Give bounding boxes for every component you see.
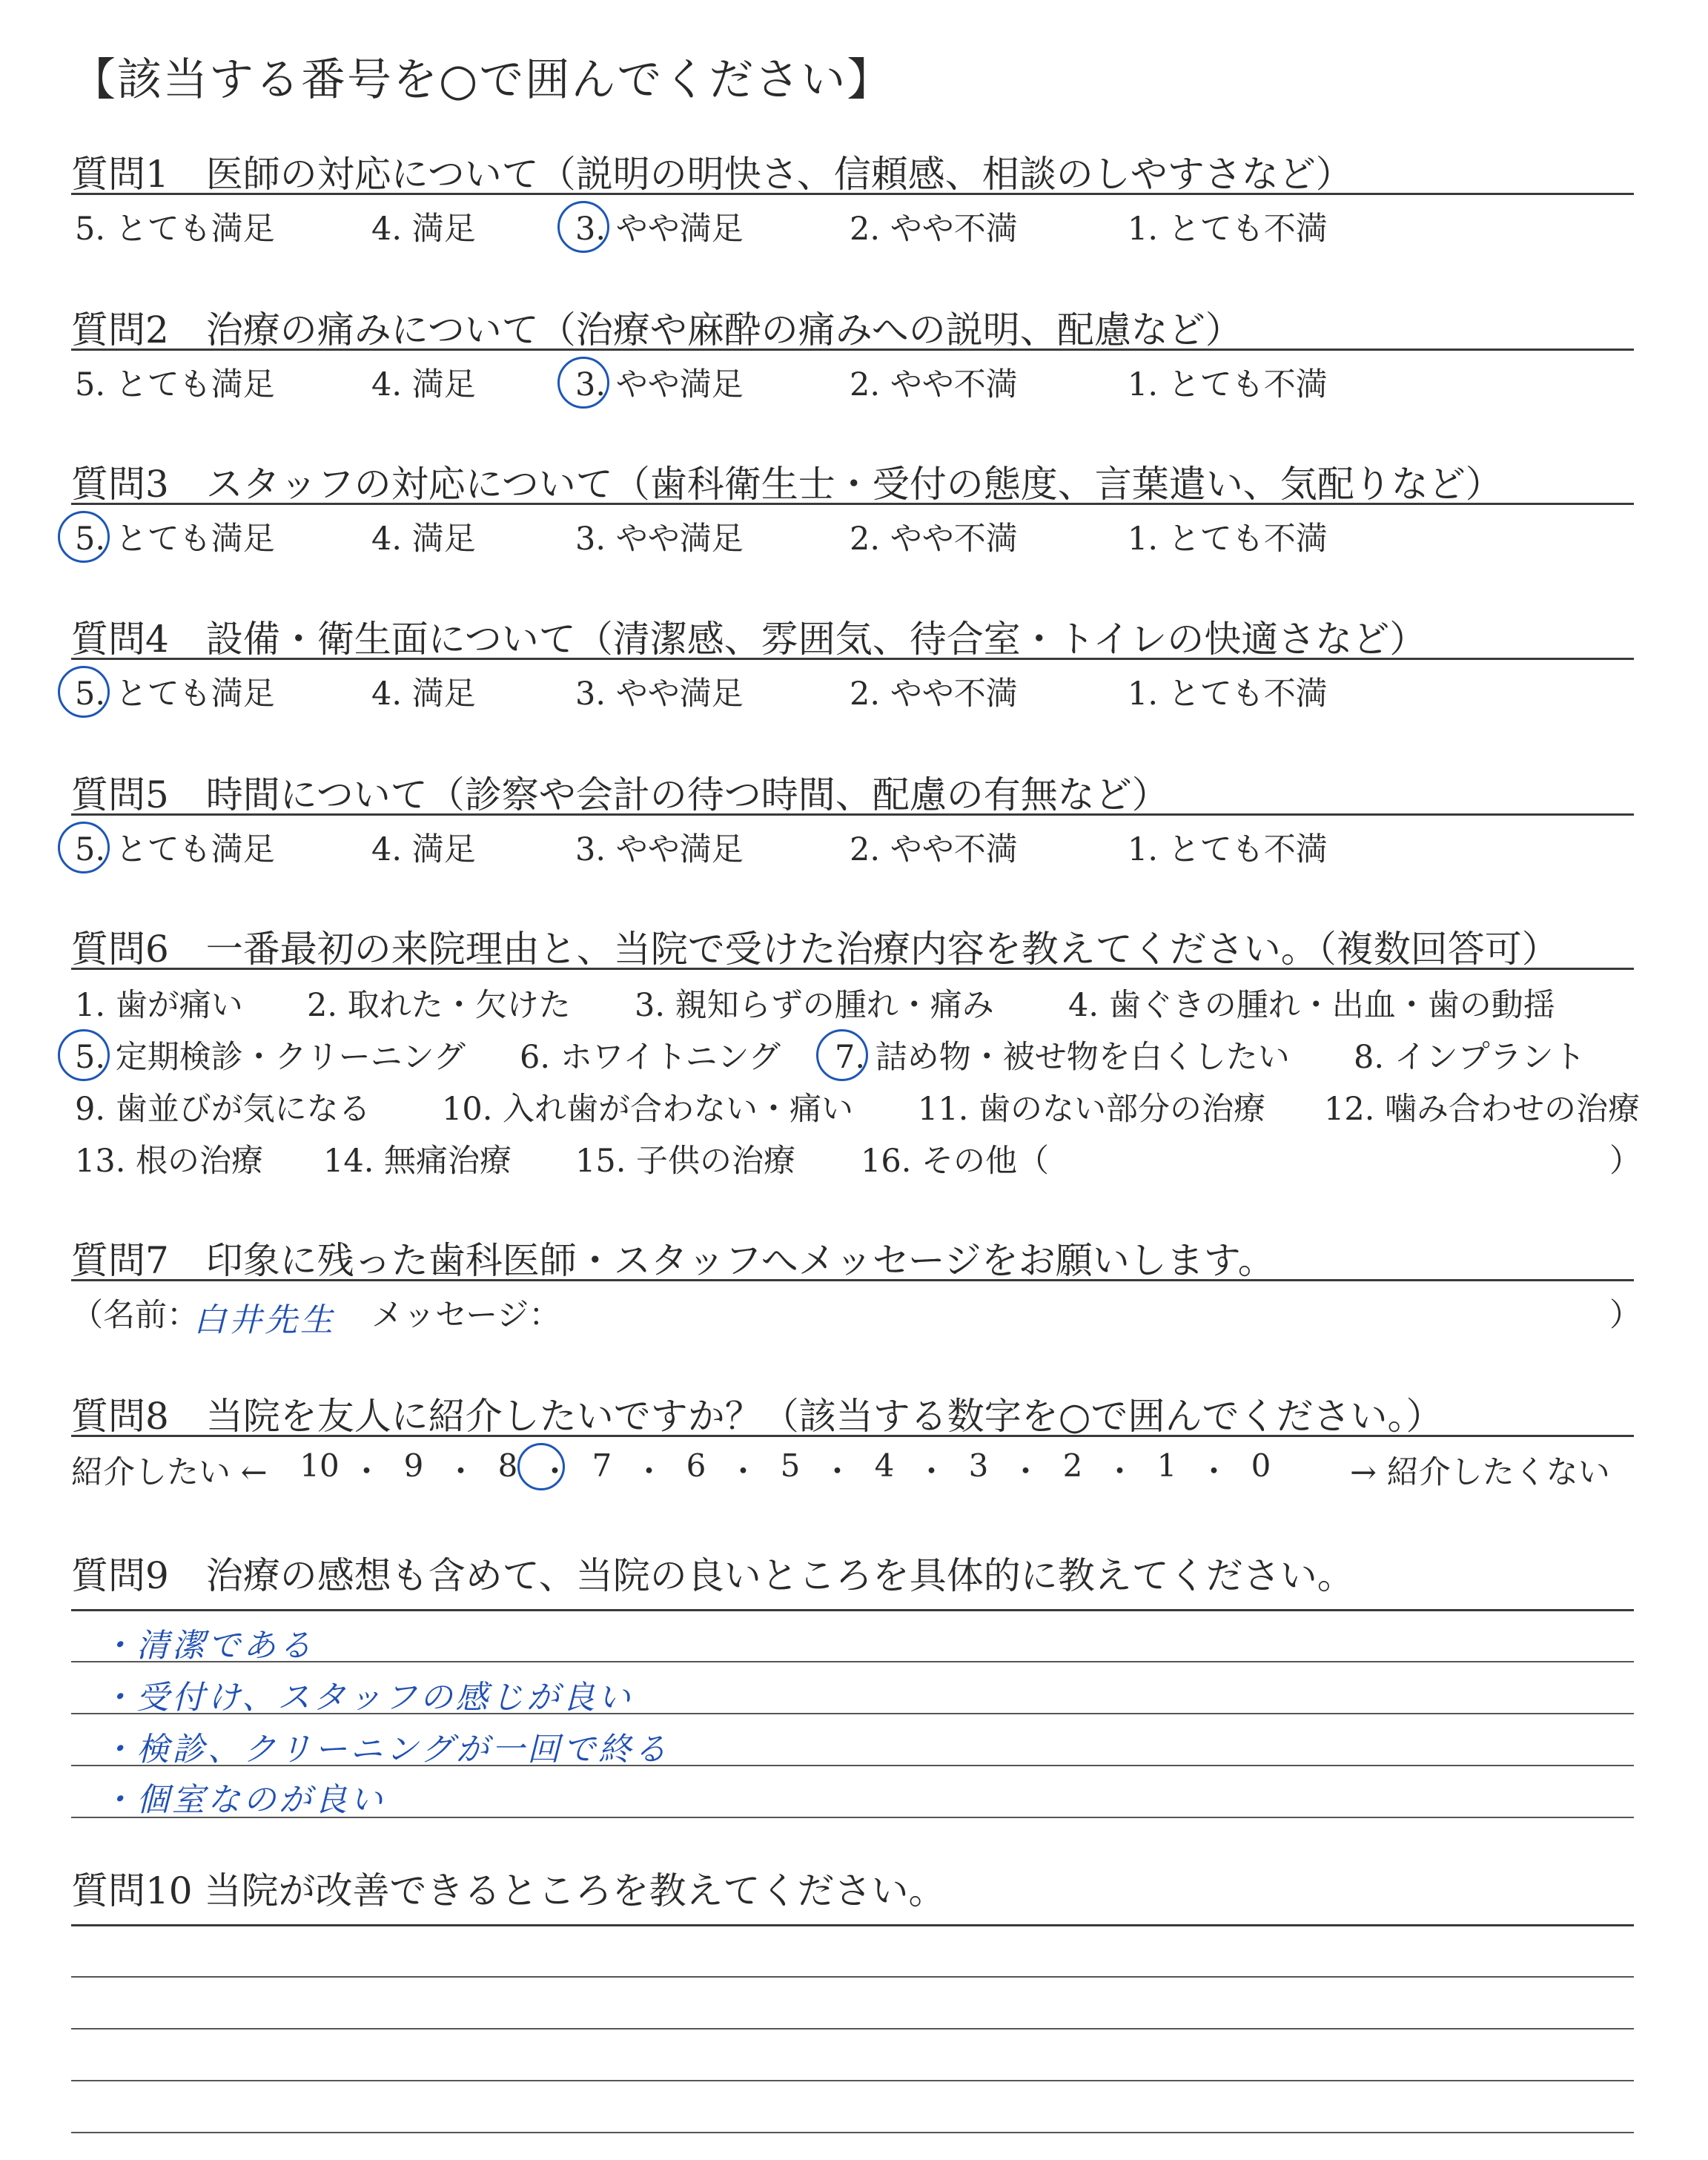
reason-option-15[interactable]: 15. 子供の治療 (575, 1143, 796, 1180)
scale-option-8[interactable]: 8 (497, 1447, 518, 1484)
reason-option-5[interactable]: 5. 定期検診・クリーニング (75, 1039, 466, 1076)
question-10-title: 質問10 当院が改善できるところを教えてください。 (71, 1869, 946, 1912)
answer-text: ・受付け、スタッフの感じが良い (101, 1679, 634, 1717)
scale-option-5[interactable]: 5 (780, 1447, 801, 1484)
answer-text: ・個室なのが良い (101, 1781, 385, 1819)
selection-circle (58, 1029, 110, 1081)
option-4[interactable]: 4. 満足 (371, 831, 476, 868)
reason-option-14[interactable]: 14. 無痛治療 (323, 1143, 512, 1180)
scale-separator: ・ (351, 1453, 383, 1490)
scale-separator: ・ (727, 1453, 759, 1490)
scale-option-9[interactable]: 9 (403, 1447, 424, 1484)
selection-circle (58, 511, 110, 563)
reason-option-16[interactable]: 16. その他（ (861, 1143, 1050, 1180)
scale-option-4[interactable]: 4 (874, 1447, 895, 1484)
selection-circle (58, 822, 110, 873)
scale-separator: ・ (445, 1453, 477, 1490)
other-close-paren: ） (1609, 1143, 1641, 1180)
scale-option-6[interactable]: 6 (686, 1447, 706, 1484)
selection-circle (557, 357, 609, 409)
scale-option-1[interactable]: 1 (1156, 1447, 1177, 1484)
question-3-rule (71, 503, 1634, 505)
scale-left-label: 紹介したい ← (71, 1454, 268, 1491)
option-1[interactable]: 1. とても不満 (1128, 211, 1328, 248)
option-3[interactable]: 3. やや満足 (575, 676, 744, 713)
scale-separator: ・ (916, 1453, 947, 1490)
name-label: （名前： (71, 1297, 199, 1334)
answer-line (71, 1609, 1634, 1611)
question-1-title: 質問1 医師の対応について（説明の明快さ、信頼感、相談のしやすさなど） (71, 153, 1353, 196)
scale-right-label: → 紹介したくない (1350, 1454, 1610, 1491)
reason-option-12[interactable]: 12. 噛み合わせの治療 (1324, 1091, 1641, 1128)
answer-line (71, 1976, 1634, 1978)
selection-circle (517, 1443, 565, 1490)
message-close-paren: ） (1609, 1297, 1641, 1334)
reason-option-6[interactable]: 6. ホワイトニング (520, 1039, 781, 1076)
option-2[interactable]: 2. やや不満 (850, 366, 1018, 403)
reason-option-13[interactable]: 13. 根の治療 (75, 1143, 264, 1180)
option-2[interactable]: 2. やや不満 (850, 521, 1018, 558)
reason-option-9[interactable]: 9. 歯並びが気になる (75, 1091, 371, 1128)
scale-separator: ・ (633, 1453, 665, 1490)
option-3[interactable]: 3. やや満足 (575, 366, 744, 403)
option-1[interactable]: 1. とても不満 (1128, 676, 1328, 713)
scale-separator: ・ (1198, 1453, 1230, 1490)
scale-separator: ・ (1010, 1453, 1042, 1490)
option-4[interactable]: 4. 満足 (371, 676, 476, 713)
scale-option-0[interactable]: 0 (1251, 1447, 1271, 1484)
option-5[interactable]: 5. とても満足 (75, 831, 275, 868)
option-2[interactable]: 2. やや不満 (850, 211, 1018, 248)
question-8-title: 質問8 当院を友人に紹介したいですか？（該当する数字を○で囲んでください。） (71, 1395, 1443, 1438)
scale-option-3[interactable]: 3 (968, 1447, 989, 1484)
option-5[interactable]: 5. とても満足 (75, 211, 275, 248)
reason-option-11[interactable]: 11. 歯のない部分の治療 (918, 1091, 1266, 1128)
option-5[interactable]: 5. とても満足 (75, 521, 275, 558)
option-1[interactable]: 1. とても不満 (1128, 831, 1328, 868)
answer-line (71, 2080, 1634, 2081)
option-5[interactable]: 5. とても満足 (75, 676, 275, 713)
answer-text: ・検診、クリーニングが一回で終る (101, 1731, 670, 1768)
option-4[interactable]: 4. 満足 (371, 521, 476, 558)
option-4[interactable]: 4. 満足 (371, 211, 476, 248)
question-6-rule (71, 968, 1634, 970)
option-3[interactable]: 3. やや満足 (575, 211, 744, 248)
reason-option-8[interactable]: 8. インプラント (1354, 1039, 1586, 1076)
reason-option-2[interactable]: 2. 取れた・欠けた (307, 987, 571, 1024)
question-7-title: 質問7 印象に残った歯科医師・スタッフへメッセージをお願いします。 (71, 1239, 1275, 1282)
question-2-title: 質問2 治療の痛みについて（治療や麻酔の痛みへの説明、配慮など） (71, 308, 1242, 351)
page-header: 【該当する番号を○で囲んでください】 (71, 54, 893, 106)
question-7-rule (71, 1279, 1634, 1281)
option-5[interactable]: 5. とても満足 (75, 366, 275, 403)
reason-option-3[interactable]: 3. 親知らずの腫れ・痛み (635, 987, 994, 1024)
question-4-title: 質問4 設備・衛生面について（清潔感、雰囲気、待合室・トイレの快適さなど） (71, 618, 1427, 661)
question-2-rule (71, 349, 1634, 351)
scale-separator: ・ (821, 1453, 853, 1490)
option-1[interactable]: 1. とても不満 (1128, 521, 1328, 558)
reason-option-4[interactable]: 4. 歯ぐきの腫れ・出血・歯の動揺 (1068, 987, 1555, 1024)
scale-option-10[interactable]: 10 (299, 1447, 340, 1484)
question-1-rule (71, 193, 1634, 195)
option-3[interactable]: 3. やや満足 (575, 521, 744, 558)
option-4[interactable]: 4. 満足 (371, 366, 476, 403)
answer-line (71, 1924, 1634, 1926)
selection-circle (816, 1029, 868, 1081)
scale-separator: ・ (1104, 1453, 1136, 1490)
answer-text: ・清潔である (101, 1627, 314, 1665)
scale-option-2[interactable]: 2 (1062, 1447, 1083, 1484)
selection-circle (58, 666, 110, 718)
question-5-rule (71, 813, 1634, 816)
message-label: メッセージ： (371, 1297, 561, 1334)
reason-option-1[interactable]: 1. 歯が痛い (75, 987, 243, 1024)
question-8-rule (71, 1435, 1634, 1437)
option-2[interactable]: 2. やや不満 (850, 831, 1018, 868)
name-value[interactable]: 白井先生 (193, 1301, 336, 1339)
question-4-rule (71, 658, 1634, 660)
question-3-title: 質問3 スタッフの対応について（歯科衛生士・受付の態度、言葉遣い、気配りなど） (71, 463, 1503, 506)
option-3[interactable]: 3. やや満足 (575, 831, 744, 868)
reason-option-10[interactable]: 10. 入れ歯が合わない・痛い (442, 1091, 854, 1128)
scale-option-7[interactable]: 7 (592, 1447, 612, 1484)
answer-line (71, 2132, 1634, 2133)
question-6-title: 質問6 一番最初の来院理由と、当院で受けた治療内容を教えてください。（複数回答可） (71, 928, 1559, 971)
answer-line (71, 2028, 1634, 2029)
option-1[interactable]: 1. とても不満 (1128, 366, 1328, 403)
option-2[interactable]: 2. やや不満 (850, 676, 1018, 713)
scale-separator: ・ (539, 1453, 571, 1490)
reason-option-7[interactable]: 7. 詰め物・被せ物を白くしたい (835, 1039, 1290, 1076)
selection-circle (557, 201, 609, 253)
question-9-title: 質問9 治療の感想も含めて、当院の良いところを具体的に教えてください。 (71, 1554, 1354, 1597)
question-5-title: 質問5 時間について（診察や会計の待つ時間、配慮の有無など） (71, 773, 1169, 816)
